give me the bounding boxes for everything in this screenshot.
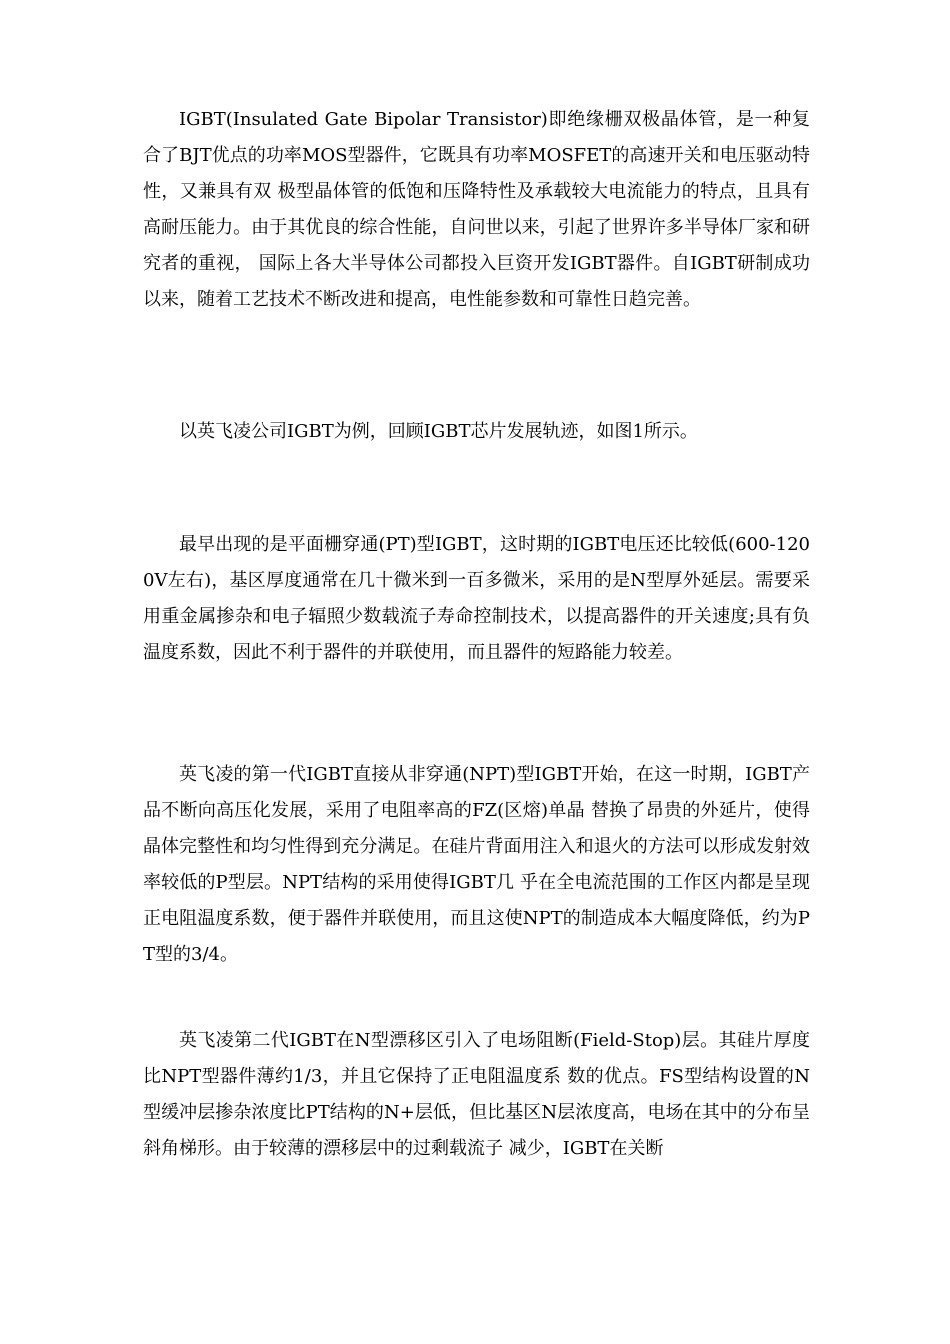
paragraph-text: 英飞凌的第一代IGBT直接从非穿通(NPT)型IGBT开始，在这一时期，IGBT产品不断向高压化发展，采用了电阻率高的FZ(区熔)单晶 替换了昂贵的外延片，使得晶体完整性和均匀性得到充分满足。在硅片背面用注入和退火的方法可以形成发射效率较低的P型层。NPT结构的采用使得IGBT几 乎在全电流范围的工作区内都是呈现正电阻温度系数，便于器件并联使用，而且这使NPT的制造成本大幅度降低，约为PT型的3/4。	[143, 764, 810, 965]
paragraph-pt-igbt	[143, 527, 810, 671]
paragraph-igbt-intro	[143, 102, 810, 318]
paragraph-text: 英飞凌第二代IGBT在N型漂移区引入了电场阻断(Field-Stop)层。其硅片厚度比NPT型器件薄约1/3，并且它保持了正电阻温度系 数的优点。FS型结构设置的N型缓冲层掺杂浓度比PT结构的N+层低，但比基区N层浓度高，电场在其中的分布呈斜角梯形。由于较薄的漂移层中的过剩载流子 减少，IGBT在关断	[143, 1030, 810, 1159]
paragraph-first-generation	[143, 757, 810, 973]
paragraph-text: 以英飞凌公司IGBT为例，回顾IGBT芯片发展轨迹，如图1所示。	[179, 421, 698, 442]
paragraph-text: 最早出现的是平面栅穿通(PT)型IGBT，这时期的IGBT电压还比较低(600-1200V左右)，基区厚度通常在几十微米到一百多微米，采用的是N型厚外延层。需要采用重金属掺杂和电子辐照少数载流子寿命控制技术，以提高器件的开关速度;具有负温度系数，因此不利于器件的并联使用，而且器件的短路能力较差。	[143, 534, 810, 663]
paragraph-second-generation	[143, 1023, 810, 1167]
paragraph-text: IGBT(Insulated Gate Bipolar Transistor)即绝缘栅双极晶体管，是一种复合了BJT优点的功率MOS型器件，它既具有功率MOSFET的高速开关和电压驱动特性，又兼具有双 极型晶体管的低饱和压降特性及承载较大电流能力的特点，且具有高耐压能力。由于其优良的综合性能，自问世以来，引起了世界许多半导体厂家和研究者的重视， 国际上各大半导体公司都投入巨资开发IGBT器件。自IGBT研制成功以来，随着工艺技术不断改进和提高，电性能参数和可靠性日趋完善。	[143, 109, 810, 310]
paragraph-infineon-example	[143, 414, 810, 450]
